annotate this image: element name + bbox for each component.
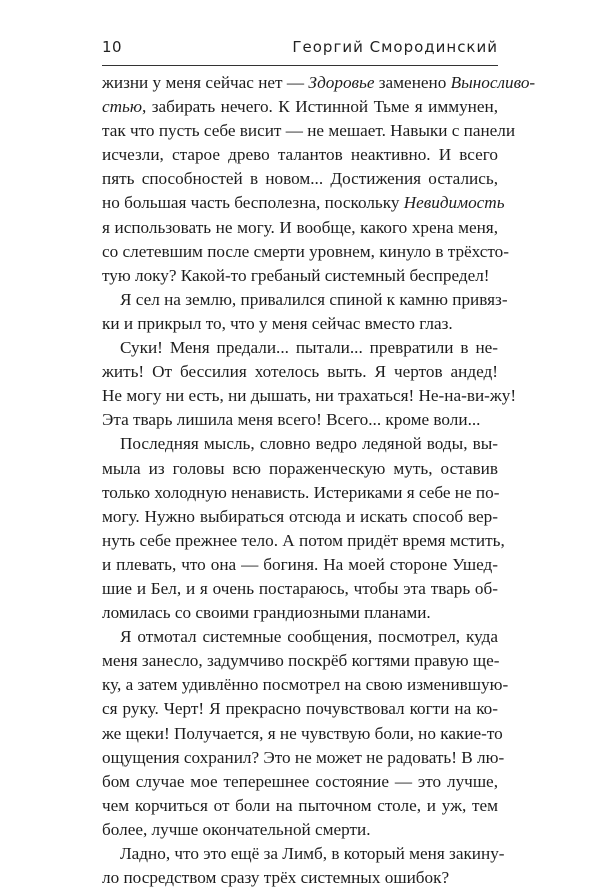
- text-line: бом случае мое теперешнее состояние — это лучше,: [102, 771, 498, 791]
- text-line: пять способностей в новом... Достижения остались,: [102, 169, 498, 189]
- text-line: ло посредством сразу трёх системных ошибок?: [102, 868, 450, 888]
- text-line: только холодную ненависть. Истериками я себе не по-: [102, 482, 500, 502]
- text-line: ку, а затем удивлённо посмотрел на свою изменившую-: [102, 675, 509, 695]
- text-line: со слетевшим после смерти уровнем, кинуло в трёхсто-: [102, 241, 510, 261]
- text-line: стью, забирать нечего. К Истинной Тьме я иммунен,: [102, 97, 498, 117]
- text-line: так что пусть себе висит — не мешает. Навыки с панели: [102, 121, 516, 141]
- text-line: Ладно, что это ещё за Лимб, в который меня закину-: [120, 844, 505, 863]
- text-line: исчезли, старое древо талантов неактивно. И всего: [102, 145, 498, 165]
- text-line: более, лучше окончательной смерти.: [102, 819, 371, 839]
- page-number: 10: [102, 38, 123, 56]
- text-line: Суки! Меня предали... пытали... превратили в не-: [120, 338, 498, 358]
- italic-term: Невидимость: [403, 193, 505, 213]
- text-line: Я сел на землю, привалился спиной к камню привяз-: [120, 289, 508, 309]
- text-line: ощущения сохранил? Это не может не радовать! В лю-: [102, 747, 505, 767]
- paragraph: [102, 336, 517, 432]
- text-line: Последняя мысль, словно ведро ледяной воды, вы-: [120, 434, 498, 454]
- text-line: шие и Бел, и я очень постараюсь, чтобы эта тварь об-: [102, 578, 498, 598]
- text-line: жить! От бессилия хотелось выть. Я чертов андед!: [102, 362, 498, 382]
- text-line: ки и прикрыл то, что у меня сейчас вместо глаз.: [102, 313, 453, 333]
- text-line: тую локу? Какой-то гребаный системный беспредел!: [102, 265, 490, 285]
- italic-term: Выносливо-: [450, 73, 536, 92]
- text-line: могу. Нужно выбираться отсюда и искать способ вер-: [102, 506, 498, 526]
- text-line: ломилась со своими грандиозными планами.: [102, 603, 431, 623]
- paragraph: [102, 71, 536, 288]
- text-line: ся руку. Черт! Я прекрасно почувствовал когти на ко-: [102, 699, 498, 719]
- text-line: Не могу ни есть, ни дышать, ни трахаться! Не-на-ви-жу!: [102, 386, 517, 406]
- text-line: жизни у меня сейчас нет — Здоровье заменено Выносливо-: [102, 73, 536, 92]
- paragraph: [102, 842, 505, 890]
- text-line: нуть себе прежнее тело. А потом придёт время мстить,: [102, 530, 505, 550]
- text-line: я использовать не могу. И вообще, какого хрена меня,: [102, 217, 498, 237]
- text-line: но большая часть бесполезна, поскольку Невидимость: [102, 193, 505, 213]
- text-line: меня занесло, задумчиво поскрёб когтями правую ще-: [102, 651, 500, 671]
- italic-term: Здоровье: [308, 73, 375, 92]
- text-line: и плевать, что она — богиня. На моей стороне Ушед-: [102, 554, 498, 574]
- text-line: Я отмотал системные сообщения, посмотрел, куда: [120, 627, 498, 647]
- running-title-author: Георгий Смородинский: [292, 38, 498, 56]
- running-head: [102, 38, 498, 62]
- italic-term: стью: [102, 97, 142, 117]
- paragraph: [102, 432, 505, 625]
- body-text: [102, 71, 536, 890]
- text-line: мыла из головы всю пораженческую муть, оставив: [102, 458, 498, 478]
- header-rule: [102, 65, 498, 66]
- paragraph: [102, 625, 509, 842]
- text-line: чем корчиться от боли на пыточном столе, и уж, тем: [102, 795, 498, 815]
- paragraph: [102, 288, 508, 336]
- text-line: Эта тварь лишила меня всего! Всего... кроме воли...: [102, 410, 481, 430]
- text-line: же щеки! Получается, я не чувствую боли, но какие-то: [102, 723, 503, 743]
